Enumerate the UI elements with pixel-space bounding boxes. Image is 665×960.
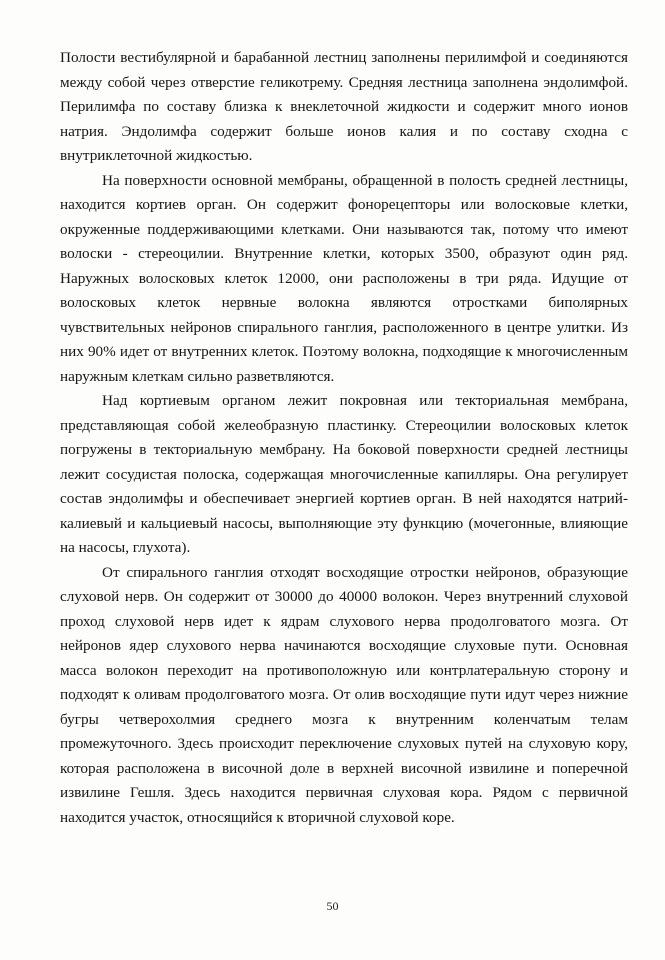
paragraph-tectorial-membrane: Над кортиевым органом лежит покровная или текториальная мембрана, представляющая собой желеобразную пластинку. Стереоцилии волосковых клеток погружены в текториальную мембрану. На боковой поверхности средней лестницы лежит сосудистая полоска, содержащая многочисленные капилляры. Она регулирует состав эндолимфы и обеспечивает энергией кортиев орган. В ней находятся натрий-калиевый и кальциевый насосы, выполняющие эту функцию (мочегонные, влияющие на насосы, глухота).	[60, 392, 628, 556]
body-text	[60, 46, 628, 830]
paragraph-perilymph-endolymph: Полости вестибулярной и барабанной лестниц заполнены перилимфой и соединяются между собой через отверстие геликотрему. Средняя лестница заполнена эндолимфой. Перилимфа по составу близка к внеклеточной жидкости и содержит много ионов натрия. Эндолимфа содержит больше ионов калия и по составу сходна с внутриклеточной жидкостью.	[60, 49, 628, 164]
paragraph-organ-of-corti: На поверхности основной мембраны, обращенной в полость средней лестницы, находится кортиев орган. Он содержит фонорецепторы или волосковые клетки, окруженные поддерживающими клетками. Они называются так, потому что имеют волоски - стереоцилии. Внутренние клетки, которых 3500, образуют один ряд. Наружных волосковых клеток 12000, они расположены в три ряда. Идущие от волосковых клеток нервные волокна являются отростками биполярных чувствительных нейронов спирального ганглия, расположенного в центре улитки. Из них 90% идет от внутренних клеток. Поэтому волокна, подходящие к многочисленным наружным клеткам сильно разветвляются.	[60, 171, 628, 385]
page-number: 50	[326, 899, 339, 913]
paragraph-auditory-pathway: От спирального ганглия отходят восходящие отростки нейронов, образующие слуховой нерв. Он содержит от 30000 до 40000 волокон. Через внутренний слуховой проход слуховой нерв идет к ядрам слухового нерва продолговатого мозга. От нейронов ядер слухового нерва начинаются восходящие слуховые пути. Основная масса волокон переходит на противоположную или контрлатеральную сторону и подходят к оливам продолговатого мозга. От олив восходящие пути идут через нижние бугры четверохолмия среднего мозга к внутренним коленчатым телам промежуточного. Здесь происходит переключение слуховых путей на слуховую кору, которая расположена в височной доле в верхней височной извилине и поперечной извилине Гешля. Здесь находится первичная слуховая кора. Рядом с первичной находится участок, относящийся к вторичной слуховой коре.	[60, 563, 628, 826]
